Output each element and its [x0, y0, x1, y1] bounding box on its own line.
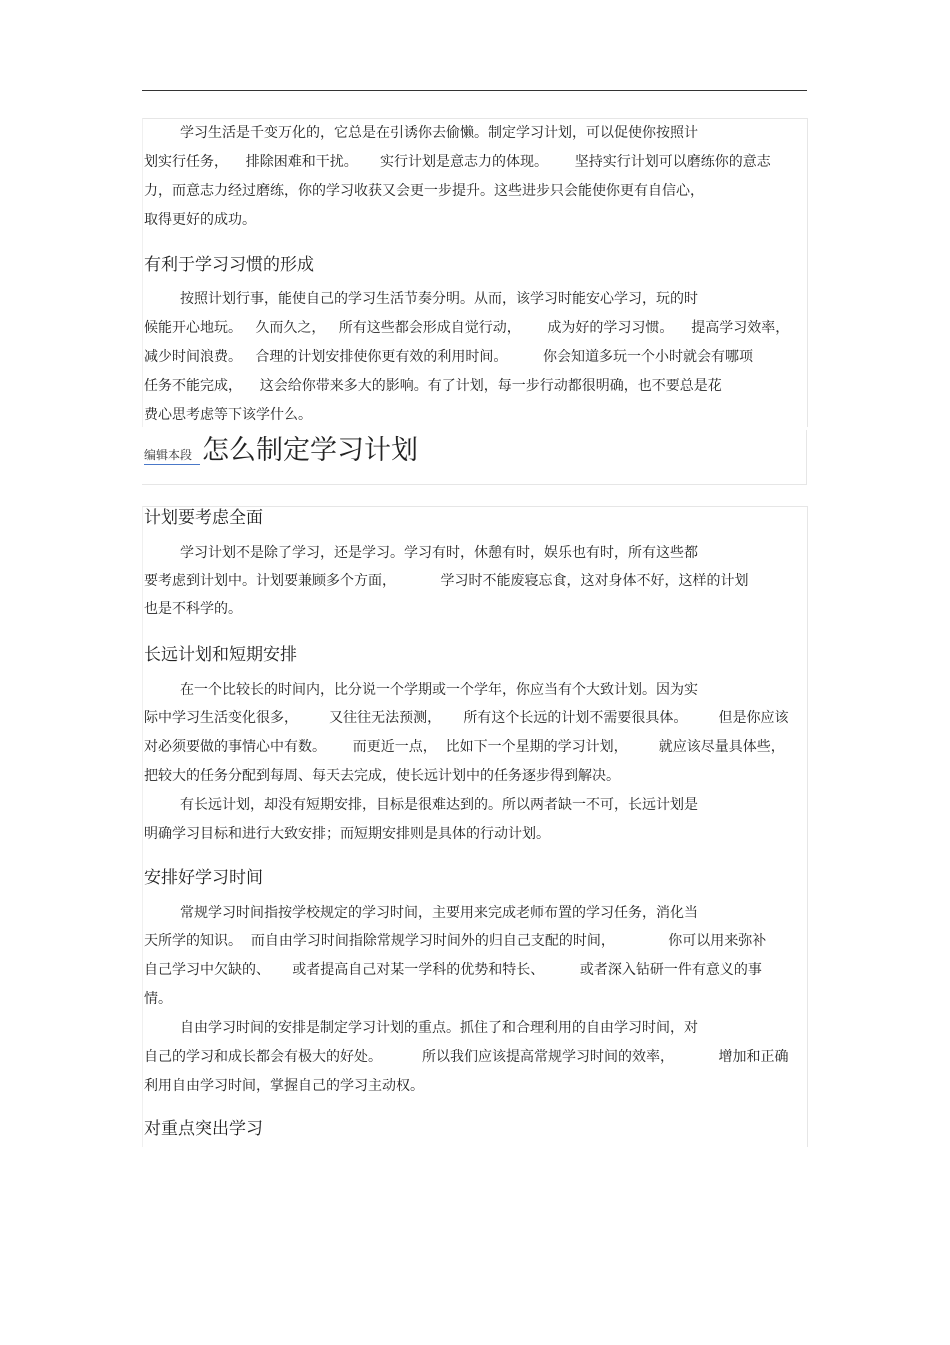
paragraph-line: 对必须要做的事情心中有数。 而更近一点， 比如下一个星期的学习计划， 就应该尽量具体些，	[144, 739, 785, 755]
paragraph-line: 情。	[144, 991, 172, 1007]
edit-section-link[interactable]: 编辑本段	[144, 446, 200, 465]
paragraph-line: 利用自由学习时间，掌握自己的学习主动权。	[144, 1078, 424, 1094]
paragraph-line: 按照计划行事，能使自己的学习生活节奏分明。从而，该学习时能安心学习，玩的时	[180, 291, 698, 307]
paragraph-line: 学习计划不是除了学习，还是学习。学习有时，休憩有时，娱乐也有时，所有这些都	[180, 545, 698, 561]
section-title: 怎么制定学习计划	[202, 435, 418, 466]
paragraph-line: 天所学的知识。 而自由学习时间指除常规学习时间外的归自己支配的时间， 你可以用来弥补	[144, 933, 767, 949]
paragraph-line: 减少时间浪费。 合理的计划安排使你更有效的利用时间。 你会知道多玩一个小时就会有哪项	[144, 349, 753, 365]
paragraph-line: 把较大的任务分配到每周、每天去完成，使长远计划中的任务逐步得到解决。	[144, 768, 620, 784]
paragraph-line: 取得更好的成功。	[144, 212, 256, 228]
paragraph-line: 有长远计划，却没有短期安排，目标是很难达到的。所以两者缺一不可，长远计划是	[180, 797, 698, 813]
paragraph-line: 也是不科学的。	[144, 601, 242, 617]
subheading-habit: 有利于学习习惯的形成	[144, 255, 314, 275]
paragraph-line: 自己的学习和成长都会有极大的好处。 所以我们应该提高常规学习时间的效率， 增加和正确	[144, 1049, 789, 1065]
paragraph-line: 明确学习目标和进行大致安排；而短期安排则是具体的行动计划。	[144, 826, 550, 842]
paragraph-line: 常规学习时间指按学校规定的学习时间，主要用来完成老师布置的学习任务，消化当	[180, 905, 698, 921]
paragraph-line: 划实行任务， 排除困难和干扰。 实行计划是意志力的体现。 坚持实行计划可以磨练你的意志	[144, 154, 771, 170]
paragraph-line: 学习生活是千变万化的，它总是在引诱你去偷懒。制定学习计划，可以促使你按照计	[180, 125, 698, 141]
paragraph-line: 自己学习中欠缺的、 或者提高自己对某一学科的优势和特长、 或者深入钻研一件有意义的事	[144, 962, 762, 978]
paragraph-line: 候能开心地玩。 久而久之， 所有这些都会形成自觉行动， 成为好的学习习惯。 提高学习效率，	[144, 320, 790, 336]
paragraph-line: 际中学习生活变化很多， 又往往无法预测， 所有这个长远的计划不需要很具体。 但是你应该	[144, 710, 789, 726]
paragraph-line: 任务不能完成， 这会给你带来多大的影响。有了计划，每一步行动都很明确，也不要总是花	[144, 378, 722, 394]
top-rule	[142, 90, 807, 91]
paragraph-line: 在一个比较长的时间内，比分说一个学期或一个学年，你应当有个大致计划。因为实	[180, 682, 698, 698]
paragraph-line: 要考虑到计划中。计划要兼顾多个方面， 学习时不能废寝忘食，这对身体不好，这样的计划	[144, 573, 749, 589]
paragraph-line: 力，而意志力经过磨练，你的学习收获又会更一步提升。这些进步只会能使你更有自信心，	[144, 183, 704, 199]
subheading-long-short: 长远计划和短期安排	[144, 645, 297, 665]
subheading-time: 安排好学习时间	[144, 868, 263, 888]
subheading-full: 计划要考虑全面	[144, 508, 263, 528]
subheading-focus: 对重点突出学习	[144, 1119, 263, 1139]
paragraph-line: 费心思考虑等下该学什么。	[144, 407, 312, 423]
paragraph-line: 自由学习时间的安排是制定学习计划的重点。抓住了和合理利用的自由学习时间，对	[180, 1020, 698, 1036]
